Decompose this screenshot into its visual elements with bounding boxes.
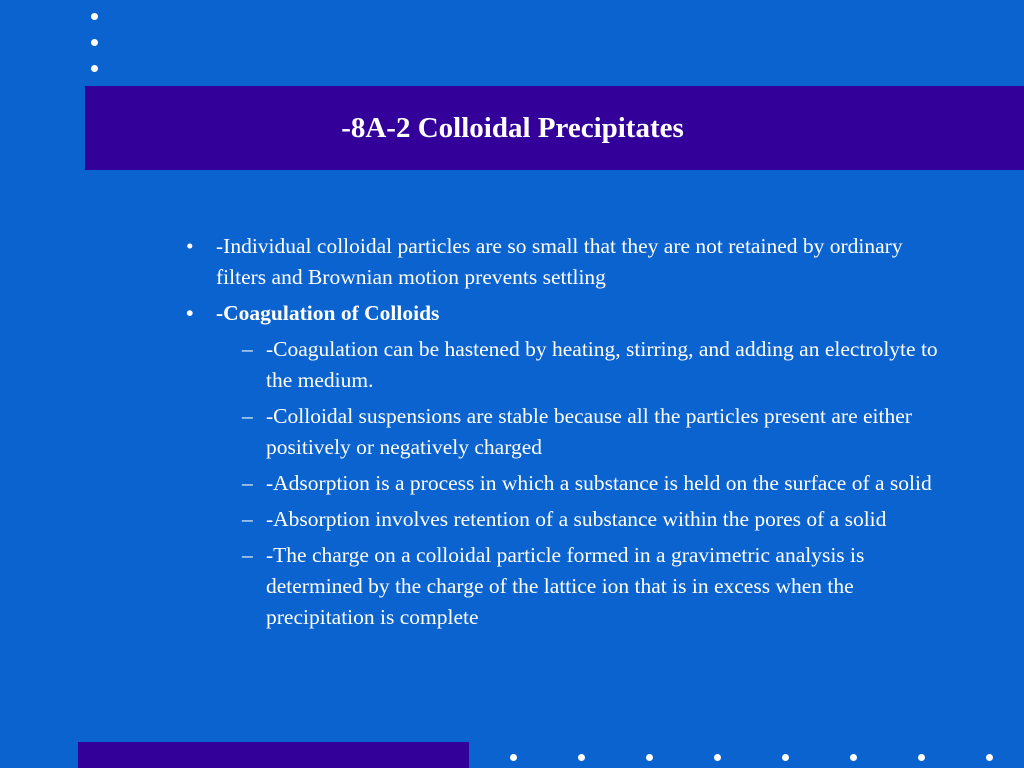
bullet-item — [186, 231, 946, 293]
sub-bullet-item — [242, 468, 946, 499]
bullet-heading-text: -Coagulation of Colloids — [216, 301, 440, 325]
decorative-dot — [578, 754, 585, 761]
bullet-marker: • — [186, 234, 194, 258]
dash-marker: – — [242, 337, 253, 361]
sub-bullet-item — [242, 334, 946, 396]
bullet-text: -Individual colloidal particles are so small that they are not retained by ordinary filters and Brownian motion prevents settling — [216, 234, 903, 289]
decorative-dot — [91, 13, 98, 20]
dash-marker: – — [242, 404, 253, 428]
sub-bullet-item — [242, 401, 946, 463]
sub-bullet-text: -Adsorption is a process in which a substance is held on the surface of a solid — [266, 471, 932, 495]
slide-content — [186, 231, 946, 638]
bullet-marker: • — [186, 301, 194, 325]
decorative-dot — [510, 754, 517, 761]
sub-bullet-item — [242, 504, 946, 535]
bullet-item-heading — [186, 298, 946, 329]
sub-bullet-text: -Coagulation can be hastened by heating, stirring, and adding an electrolyte to the medium. — [266, 337, 938, 392]
dash-marker: – — [242, 543, 253, 567]
decorative-dot — [986, 754, 993, 761]
decorative-dot — [91, 39, 98, 46]
sub-bullet-text: -The charge on a colloidal particle formed in a gravimetric analysis is determined by the charge of the lattice ion that is in excess when the precipitation is complete — [266, 543, 865, 629]
decorative-dot — [646, 754, 653, 761]
sub-bullet-text: -Absorption involves retention of a substance within the pores of a solid — [266, 507, 887, 531]
footer-band — [78, 742, 469, 768]
decorative-dot — [91, 65, 98, 72]
dash-marker: – — [242, 471, 253, 495]
slide-title: -8A-2 Colloidal Precipitates — [341, 112, 684, 144]
sub-bullet-item — [242, 540, 946, 633]
dash-marker: – — [242, 507, 253, 531]
sub-bullet-text: -Colloidal suspensions are stable because all the particles present are either positively or negatively charged — [266, 404, 912, 459]
decorative-dot — [782, 754, 789, 761]
decorative-dot — [714, 754, 721, 761]
decorative-dot — [850, 754, 857, 761]
decorative-dot — [918, 754, 925, 761]
